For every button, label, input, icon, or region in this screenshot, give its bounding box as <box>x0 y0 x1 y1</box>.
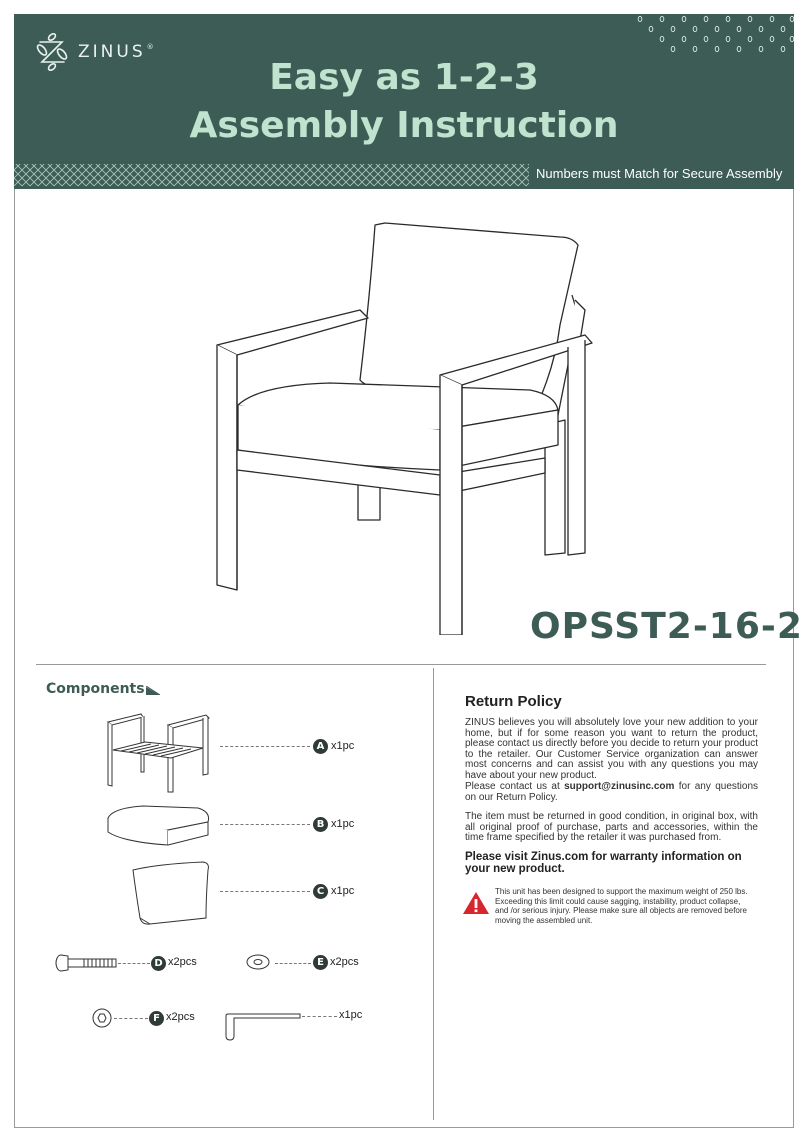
component-b-seat-cushion-icon <box>103 800 213 850</box>
component-c-qty: x1pc <box>331 885 355 897</box>
contact-prefix: Please contact us at <box>465 781 565 792</box>
component-d-badge: D <box>151 956 166 971</box>
component-a-frame-icon <box>103 710 213 795</box>
page-title <box>14 54 794 150</box>
allen-key-icon <box>222 1006 304 1044</box>
component-e-washer-icon <box>245 952 273 972</box>
components-heading: Components <box>46 681 145 697</box>
component-d-bolt-icon <box>52 953 120 973</box>
header-tagline: Numbers must Match for Secure Assembly <box>536 166 783 181</box>
component-f-badge: F <box>149 1011 164 1026</box>
return-policy-heading: Return Policy <box>465 693 562 710</box>
component-f-nut-icon <box>90 1007 114 1029</box>
title-line-2: Assembly Instruction <box>189 105 619 146</box>
component-b-qty: x1pc <box>331 818 355 830</box>
trademark-mark: ® <box>146 43 154 51</box>
component-d-leader <box>118 963 150 964</box>
warning-triangle-icon <box>462 891 490 915</box>
component-e-qty: x2pcs <box>330 956 359 968</box>
return-policy-contact <box>465 782 758 803</box>
triangle-pointer-icon <box>146 686 160 695</box>
header-banner <box>14 14 794 189</box>
component-e-leader <box>275 963 311 964</box>
component-c-badge: C <box>313 884 328 899</box>
allen-key-qty: x1pc <box>339 1009 363 1021</box>
return-policy-paragraph-2: The item must be returned in good condition, in original box, with all original proof of purchase, parts and accessories, within the time frame specified by the retailer it was purchased from. <box>465 811 758 844</box>
section-divider-vertical <box>433 668 434 1120</box>
allen-key-leader <box>302 1016 337 1017</box>
component-a-qty: x1pc <box>331 740 355 752</box>
chair-illustration <box>200 215 600 635</box>
product-code: OPSST2-16-2 <box>530 606 803 647</box>
weight-warning-text: This unit has been designed to support the maximum weight of 250 lbs. Exceeding this limit could cause sagging, instability, product collapse, and /or serious injury. Please make sure all objects are removed before moving the assembled unit. <box>495 887 748 925</box>
title-line-1: Easy as 1-2-3 <box>269 57 539 98</box>
component-f-leader <box>114 1018 148 1019</box>
return-policy-paragraph-1: ZINUS believes you will absolutely love your new addition to your home, but if for some reason you want to return the product, please contact us directly before you decide to return your product to the retailer. Our Customer Service organization can answer most concerns and can assist you with any questions you may have about your new product. <box>465 717 758 781</box>
component-e-badge: E <box>313 955 328 970</box>
component-f-qty: x2pcs <box>166 1011 195 1023</box>
component-c-leader <box>220 891 310 892</box>
section-divider-horizontal <box>36 664 766 665</box>
component-d-qty: x2pcs <box>168 956 197 968</box>
crosshatch-band <box>14 162 529 188</box>
component-a-leader <box>220 746 310 747</box>
component-b-leader <box>220 824 310 825</box>
component-c-back-cushion-icon <box>128 858 213 928</box>
brand-name: ZINUS <box>78 42 146 62</box>
contact-suffix: for any questions on our Return Policy. <box>465 781 759 803</box>
component-a-badge: A <box>313 739 328 754</box>
support-email-link[interactable]: support@zinusinc.com <box>564 781 675 792</box>
component-b-badge: B <box>313 817 328 832</box>
warranty-notice: Please visit Zinus.com for warranty information on your new product. <box>465 851 742 875</box>
